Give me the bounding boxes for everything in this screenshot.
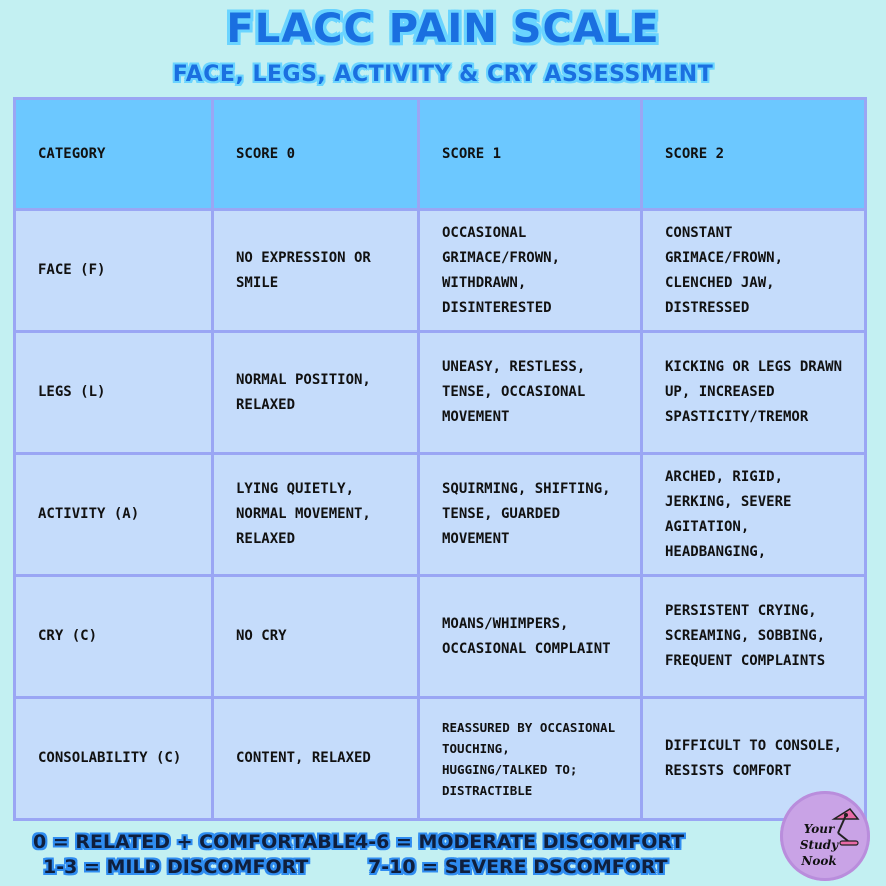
score-2-cell: PERSISTENT CRYING, SCREAMING, SOBBING, FREQUENT COMPLAINTS xyxy=(642,576,866,698)
score-1-cell: UNEASY, RESTLESS, TENSE, OCCASIONAL MOVEMENT xyxy=(419,332,642,454)
legend-score-1-3: 1-3 = MILD DISCOMFORT xyxy=(43,856,309,878)
desk-lamp-icon xyxy=(828,801,862,847)
table-row-cry xyxy=(15,576,866,698)
logo-line-2: Study Nook xyxy=(799,838,839,868)
score-0-cell: NORMAL POSITION, RELAXED xyxy=(213,332,419,454)
score-0-cell: CONTENT, RELAXED xyxy=(213,698,419,820)
table-row-face xyxy=(15,210,866,332)
logo-line-1: Your xyxy=(803,822,835,836)
score-0-cell: LYING QUIETLY, NORMAL MOVEMENT, RELAXED xyxy=(213,454,419,576)
header-cell-score-2: SCORE 2 xyxy=(642,99,866,210)
score-0-cell: NO EXPRESSION OR SMILE xyxy=(213,210,419,332)
score-1-cell: OCCASIONAL GRIMACE/FROWN, WITHDRAWN, DISINTERESTED xyxy=(419,210,642,332)
category-cell: CONSOLABILITY (C) xyxy=(15,698,213,820)
page-title: FLACC PAIN SCALE xyxy=(226,6,660,52)
category-cell: FACE (F) xyxy=(15,210,213,332)
score-2-cell: ARCHED, RIGID, JERKING, SEVERE AGITATION, HEADBANGING, xyxy=(642,454,866,576)
header-cell-score-1: SCORE 1 xyxy=(419,99,642,210)
table-row-activity xyxy=(15,454,866,576)
category-cell: CRY (C) xyxy=(15,576,213,698)
score-1-cell: REASSURED BY OCCASIONAL TOUCHING, HUGGING/TALKED TO; DISTRACTIBLE xyxy=(419,698,642,820)
legend-score-0: 0 = RELATED + COMFORTABLE xyxy=(33,831,357,853)
legend-score-7-10: 7-10 = SEVERE DSCOMFORT xyxy=(368,856,668,878)
table-row-legs xyxy=(15,332,866,454)
score-2-cell: DIFFICULT TO CONSOLE, RESISTS COMFORT xyxy=(642,698,866,820)
header-cell-score-0: SCORE 0 xyxy=(213,99,419,210)
page-subtitle: FACE, LEGS, ACTIVITY & CRY ASSESSMENT xyxy=(172,62,714,87)
category-cell: LEGS (L) xyxy=(15,332,213,454)
category-cell: ACTIVITY (A) xyxy=(15,454,213,576)
score-2-cell: CONSTANT GRIMACE/FROWN, CLENCHED JAW, DISTRESSED xyxy=(642,210,866,332)
table-row-consolability xyxy=(15,698,866,820)
table-header-row xyxy=(15,99,866,210)
score-1-cell: MOANS/WHIMPERS, OCCASIONAL COMPLAINT xyxy=(419,576,642,698)
header-cell-category: CATEGORY xyxy=(15,99,213,210)
legend-score-4-6: 4-6 = MODERATE DISCOMFORT xyxy=(355,831,685,853)
score-0-cell: NO CRY xyxy=(213,576,419,698)
score-1-cell: SQUIRMING, SHIFTING, TENSE, GUARDED MOVEMENT xyxy=(419,454,642,576)
flacc-table xyxy=(13,97,867,821)
score-2-cell: KICKING OR LEGS DRAWN UP, INCREASED SPASTICITY/TREMOR xyxy=(642,332,866,454)
study-nook-logo xyxy=(780,791,870,881)
